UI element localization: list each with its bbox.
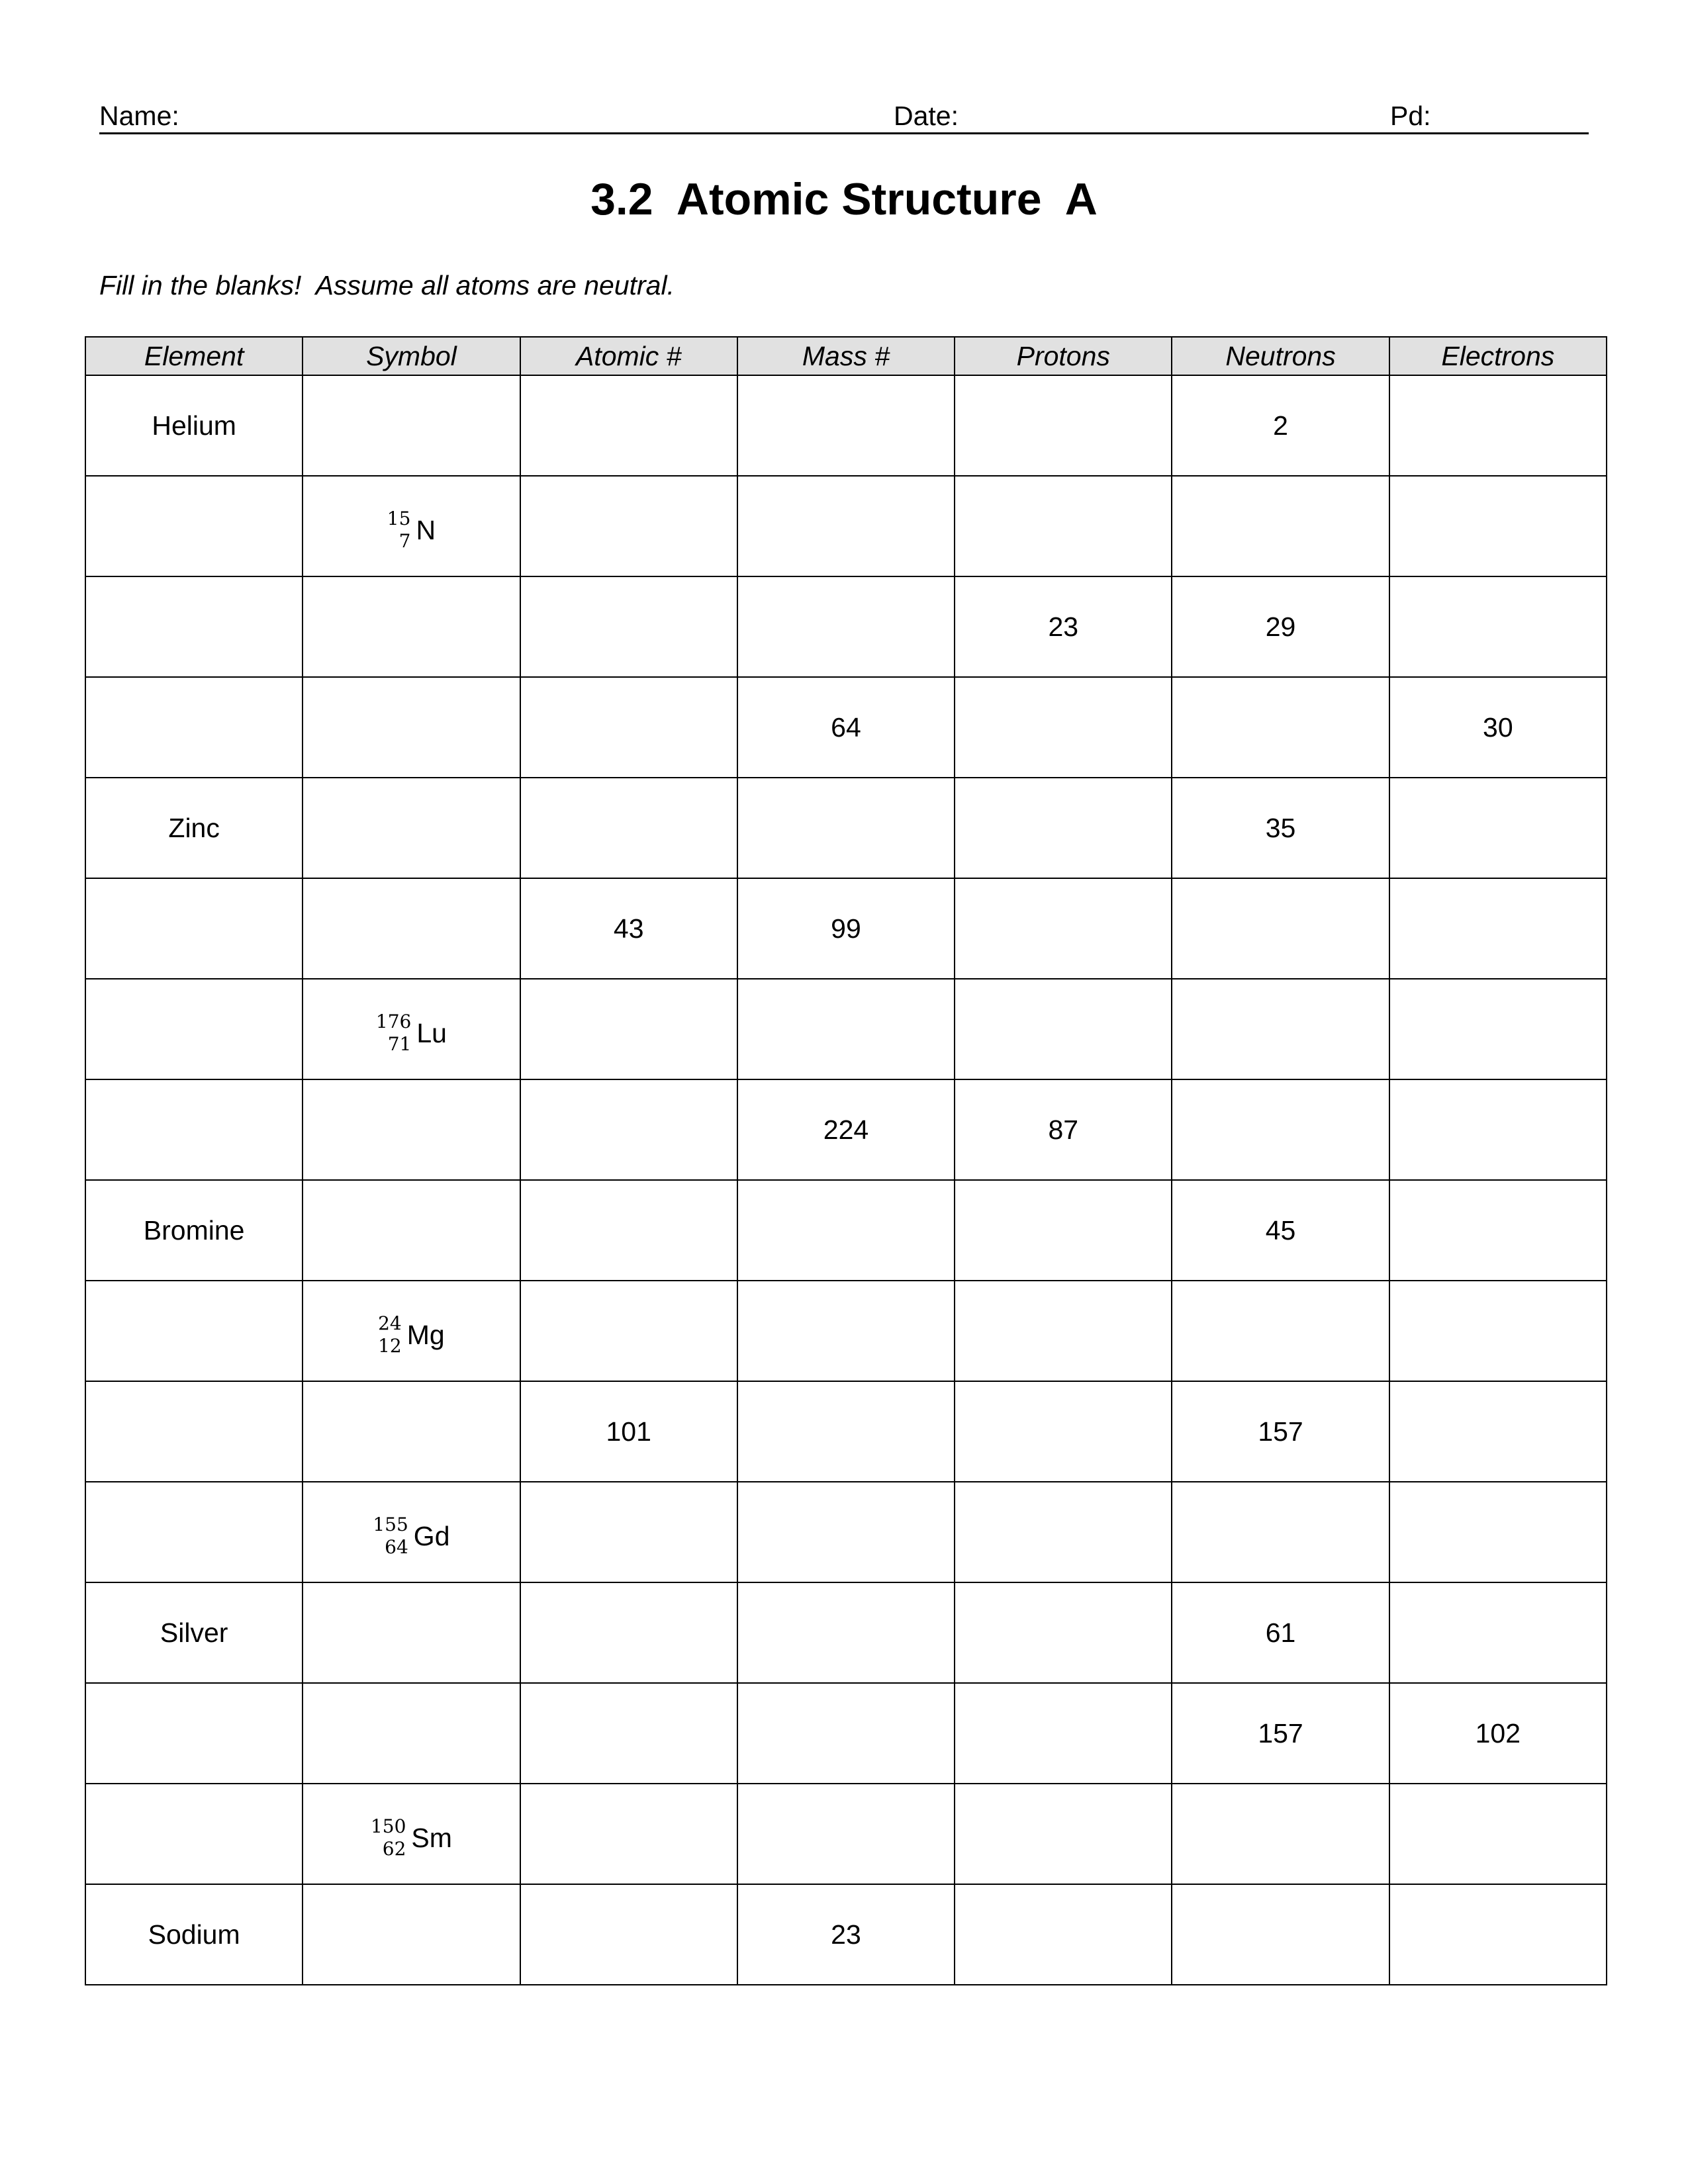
symbol-cell[interactable] (303, 1281, 520, 1381)
electrons-cell[interactable] (1389, 1784, 1607, 1884)
isotope-atomic-number: 7 (399, 529, 411, 552)
column-header-protons: Protons (955, 337, 1172, 375)
symbol-cell[interactable] (303, 576, 520, 677)
atomic-number-cell[interactable] (520, 677, 737, 778)
element-symbol: N (416, 514, 436, 545)
protons-cell[interactable] (955, 1884, 1172, 1985)
atomic-number-cell[interactable] (520, 375, 737, 476)
electrons-cell[interactable] (1389, 476, 1607, 576)
atomic-number-cell[interactable] (520, 576, 737, 677)
electrons-cell[interactable] (1389, 878, 1607, 979)
protons-cell[interactable] (955, 375, 1172, 476)
symbol-cell[interactable] (303, 1582, 520, 1683)
table-row (85, 878, 1607, 979)
column-header-atomic-number: Atomic # (520, 337, 737, 375)
protons-cell[interactable]: 23 (955, 576, 1172, 677)
element-cell[interactable] (85, 476, 303, 576)
neutrons-cell[interactable] (1172, 1884, 1389, 1985)
name-label: Name: (99, 101, 179, 131)
electrons-cell[interactable] (1389, 1281, 1607, 1381)
mass-number-cell[interactable] (737, 476, 955, 576)
element-symbol: Lu (416, 1017, 447, 1048)
atomic-number-cell[interactable] (520, 778, 737, 878)
symbol-cell[interactable] (303, 979, 520, 1079)
mass-number-cell[interactable]: 64 (737, 677, 955, 778)
isotope-numbers (371, 1815, 406, 1860)
isotope-mass-number: 24 (378, 1312, 402, 1334)
table-row (85, 979, 1607, 1079)
protons-cell[interactable] (955, 1784, 1172, 1884)
element-symbol: Gd (413, 1520, 450, 1551)
column-header-symbol: Symbol (303, 337, 520, 375)
page-title: 3.2 Atomic Structure A (590, 174, 1098, 224)
table-row (85, 677, 1607, 778)
neutrons-cell[interactable] (1172, 1482, 1389, 1582)
protons-cell[interactable] (955, 778, 1172, 878)
atomic-number-cell[interactable] (520, 1582, 737, 1683)
table-row (85, 576, 1607, 677)
mass-number-cell[interactable] (737, 576, 955, 677)
symbol-cell[interactable] (303, 1482, 520, 1582)
element-cell[interactable] (85, 878, 303, 979)
neutrons-cell[interactable]: 2 (1172, 375, 1389, 476)
isotope-numbers (378, 1312, 402, 1357)
protons-cell[interactable] (955, 1683, 1172, 1784)
atomic-number-cell[interactable] (520, 476, 737, 576)
neutrons-cell[interactable]: 157 (1172, 1683, 1389, 1784)
mass-number-cell[interactable] (737, 1381, 955, 1482)
neutrons-cell[interactable]: 157 (1172, 1381, 1389, 1482)
symbol-cell[interactable] (303, 476, 520, 576)
header-line (99, 99, 1589, 134)
column-header-mass-number: Mass # (737, 337, 955, 375)
element-cell[interactable] (85, 1381, 303, 1482)
neutrons-cell[interactable] (1172, 476, 1389, 576)
mass-number-cell[interactable]: 23 (737, 1884, 955, 1985)
isotope-atomic-number: 62 (382, 1837, 406, 1860)
mass-number-cell[interactable] (737, 1281, 955, 1381)
table-row (85, 1784, 1607, 1884)
neutrons-cell[interactable] (1172, 979, 1389, 1079)
mass-number-cell[interactable] (737, 979, 955, 1079)
isotope-mass-number: 155 (373, 1513, 408, 1535)
neutrons-cell[interactable]: 29 (1172, 576, 1389, 677)
column-header-electrons: Electrons (1389, 337, 1607, 375)
mass-number-cell[interactable]: 99 (737, 878, 955, 979)
mass-number-cell[interactable] (737, 1482, 955, 1582)
atomic-number-cell[interactable] (520, 1683, 737, 1784)
element-cell[interactable]: Zinc (85, 778, 303, 878)
electrons-cell[interactable] (1389, 979, 1607, 1079)
symbol-cell[interactable] (303, 778, 520, 878)
table-header-row (85, 337, 1607, 375)
electrons-cell[interactable] (1389, 1482, 1607, 1582)
element-cell[interactable] (85, 1784, 303, 1884)
isotope-mass-number: 15 (387, 507, 411, 529)
mass-number-cell[interactable] (737, 1683, 955, 1784)
table-row (85, 1884, 1607, 1985)
neutrons-cell[interactable]: 35 (1172, 778, 1389, 878)
protons-cell[interactable]: 87 (955, 1079, 1172, 1180)
date-label: Date: (894, 101, 959, 131)
neutrons-cell[interactable] (1172, 677, 1389, 778)
table-row (85, 1482, 1607, 1582)
protons-cell[interactable] (955, 1381, 1172, 1482)
element-cell[interactable] (85, 576, 303, 677)
column-header-neutrons: Neutrons (1172, 337, 1389, 375)
electrons-cell[interactable] (1389, 1582, 1607, 1683)
table-row (85, 778, 1607, 878)
atomic-number-cell[interactable]: 101 (520, 1381, 737, 1482)
isotope-numbers (376, 1011, 411, 1056)
instructions: Fill in the blanks! Assume all atoms are neutral. (99, 270, 675, 300)
mass-number-cell[interactable] (737, 1180, 955, 1281)
symbol-cell[interactable] (303, 878, 520, 979)
element-cell[interactable] (85, 677, 303, 778)
element-cell[interactable]: Sodium (85, 1884, 303, 1985)
protons-cell[interactable] (955, 1582, 1172, 1683)
neutrons-cell[interactable] (1172, 1784, 1389, 1884)
symbol-cell[interactable] (303, 1180, 520, 1281)
protons-cell[interactable] (955, 1281, 1172, 1381)
neutrons-cell[interactable]: 45 (1172, 1180, 1389, 1281)
neutrons-cell[interactable] (1172, 1079, 1389, 1180)
mass-number-cell[interactable] (737, 375, 955, 476)
element-cell[interactable] (85, 1482, 303, 1582)
isotope-notation (387, 508, 436, 553)
isotope-numbers (387, 508, 411, 553)
electrons-cell[interactable] (1389, 375, 1607, 476)
electrons-cell[interactable] (1389, 1381, 1607, 1482)
element-symbol: Mg (406, 1319, 445, 1350)
element-cell[interactable] (85, 1281, 303, 1381)
symbol-cell[interactable] (303, 1683, 520, 1784)
atomic-number-cell[interactable] (520, 1281, 737, 1381)
isotope-notation (378, 1312, 445, 1357)
atomic-number-cell[interactable] (520, 1079, 737, 1180)
electrons-cell[interactable]: 102 (1389, 1683, 1607, 1784)
symbol-cell[interactable] (303, 1381, 520, 1482)
isotope-atomic-number: 71 (387, 1032, 412, 1055)
period-label: Pd: (1390, 101, 1431, 131)
electrons-cell[interactable] (1389, 1079, 1607, 1180)
neutrons-cell[interactable]: 61 (1172, 1582, 1389, 1683)
electrons-cell[interactable] (1389, 576, 1607, 677)
mass-number-cell[interactable] (737, 778, 955, 878)
symbol-cell[interactable] (303, 1784, 520, 1884)
atomic-structure-table (85, 336, 1607, 1985)
isotope-numbers (373, 1514, 408, 1559)
atomic-number-cell[interactable]: 43 (520, 878, 737, 979)
isotope-atomic-number: 64 (385, 1535, 408, 1558)
isotope-mass-number: 176 (375, 1010, 412, 1032)
protons-cell[interactable] (955, 1180, 1172, 1281)
electrons-cell[interactable] (1389, 1884, 1607, 1985)
isotope-notation (376, 1011, 447, 1056)
symbol-cell[interactable] (303, 375, 520, 476)
protons-cell[interactable] (955, 476, 1172, 576)
isotope-mass-number: 150 (370, 1815, 406, 1837)
element-symbol: Sm (411, 1822, 452, 1853)
protons-cell[interactable] (955, 677, 1172, 778)
electrons-cell[interactable] (1389, 778, 1607, 878)
symbol-cell[interactable] (303, 1884, 520, 1985)
element-cell[interactable]: Silver (85, 1582, 303, 1683)
table-row (85, 1582, 1607, 1683)
isotope-notation (371, 1815, 452, 1860)
table-row (85, 1281, 1607, 1381)
neutrons-cell[interactable] (1172, 878, 1389, 979)
atomic-number-cell[interactable] (520, 1784, 737, 1884)
element-cell[interactable]: Helium (85, 375, 303, 476)
electrons-cell[interactable]: 30 (1389, 677, 1607, 778)
element-cell[interactable]: Bromine (85, 1180, 303, 1281)
protons-cell[interactable] (955, 1482, 1172, 1582)
isotope-notation (373, 1514, 449, 1559)
electrons-cell[interactable] (1389, 1180, 1607, 1281)
neutrons-cell[interactable] (1172, 1281, 1389, 1381)
atomic-number-cell[interactable] (520, 1884, 737, 1985)
element-cell[interactable] (85, 979, 303, 1079)
table-row (85, 1079, 1607, 1180)
mass-number-cell[interactable] (737, 1582, 955, 1683)
atomic-number-cell[interactable] (520, 1180, 737, 1281)
mass-number-cell[interactable] (737, 1784, 955, 1884)
table-row (85, 375, 1607, 476)
atomic-number-cell[interactable] (520, 979, 737, 1079)
table-row (85, 1683, 1607, 1784)
table-row (85, 1381, 1607, 1482)
symbol-cell[interactable] (303, 677, 520, 778)
element-cell[interactable] (85, 1683, 303, 1784)
symbol-cell[interactable] (303, 1079, 520, 1180)
protons-cell[interactable] (955, 979, 1172, 1079)
atomic-number-cell[interactable] (520, 1482, 737, 1582)
element-cell[interactable] (85, 1079, 303, 1180)
isotope-atomic-number: 12 (378, 1334, 402, 1357)
mass-number-cell[interactable]: 224 (737, 1079, 955, 1180)
table-row (85, 1180, 1607, 1281)
column-header-element: Element (85, 337, 303, 375)
protons-cell[interactable] (955, 878, 1172, 979)
table-row (85, 476, 1607, 576)
